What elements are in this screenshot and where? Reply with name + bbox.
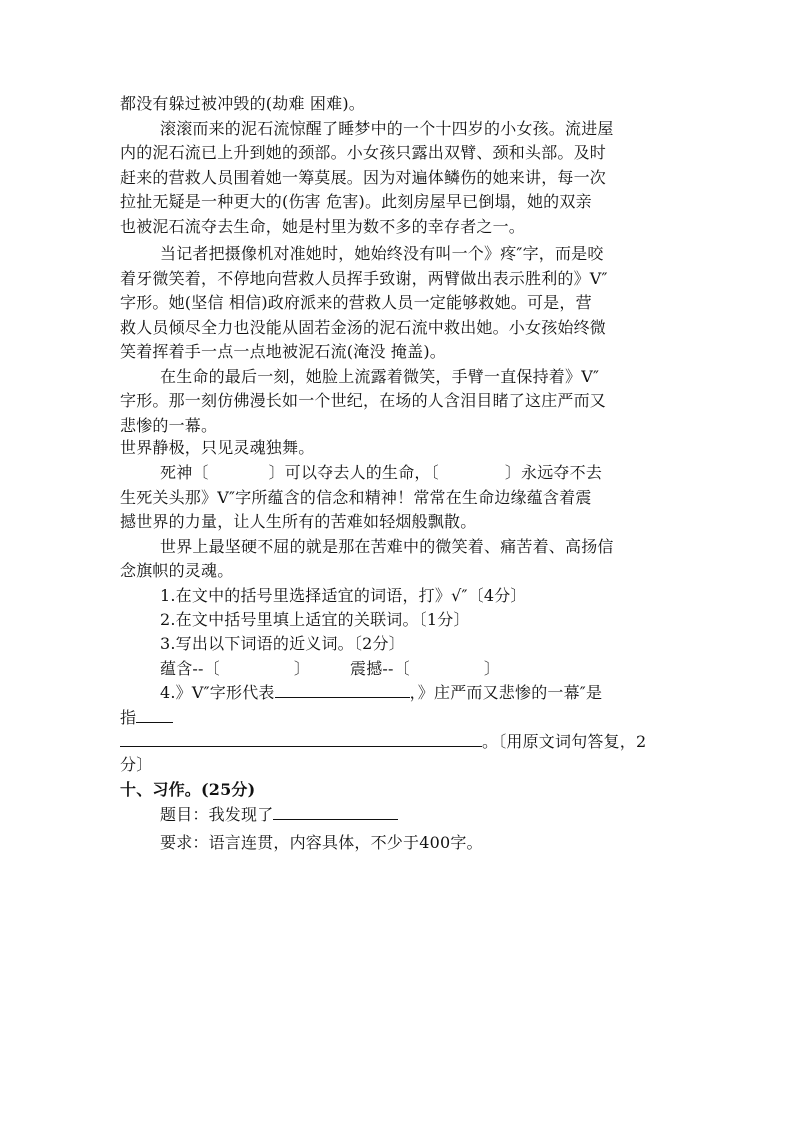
answer-blank[interactable] bbox=[120, 730, 482, 747]
section-heading: 十、习作。(25分) bbox=[120, 780, 256, 799]
answer-blank[interactable] bbox=[275, 681, 410, 698]
question-2: 2.在文中括号里填上适宜的关联词。〔1分〕 bbox=[160, 610, 470, 629]
passage-line: 世界静极，只见灵魂独舞。 bbox=[120, 438, 315, 457]
passage-line: 当记者把摄像机对准她时，她始终没有叫一个》疼″字，而是咬 bbox=[160, 244, 604, 263]
fill-blank-line bbox=[160, 461, 602, 485]
synonym-prompt: 蕴含--〔 bbox=[160, 659, 220, 678]
answer-blank[interactable] bbox=[273, 803, 398, 820]
question-4-cont bbox=[120, 706, 173, 730]
composition-topic bbox=[160, 803, 398, 827]
passage-line: 滚滚而来的泥石流惊醒了睡梦中的一个十四岁的小女孩。流进屋 bbox=[160, 119, 614, 138]
composition-requirement: 要求：语言连贯，内容具体，不少于400字。 bbox=[160, 833, 483, 852]
passage-line: 悲惨的一幕。 bbox=[120, 416, 218, 435]
bracket-close: 〕 bbox=[293, 659, 311, 678]
question-3: 3.写出以下词语的近义词。〔2分〕 bbox=[160, 634, 405, 653]
question-4-cont bbox=[120, 730, 646, 754]
question-4-cont: 分〕 bbox=[120, 755, 153, 774]
question-text: 指 bbox=[120, 708, 137, 727]
passage-line: 救人员倾尽全力也没能从固若金汤的泥石流中救出她。小女孩始终微 bbox=[120, 318, 607, 337]
question-text: 。〔用原文词句答复，2 bbox=[482, 732, 647, 751]
question-3-answers bbox=[160, 657, 500, 681]
question-4 bbox=[160, 681, 602, 705]
passage-line: 生死关头那》V″字所蕴含的信念和精神！常常在生命边缘蕴含着震 bbox=[120, 488, 592, 507]
passage-line: 在生命的最后一刻，她脸上流露着微笑，手臂一直保持着》V″ bbox=[160, 367, 600, 386]
passage-line: 念旗帜的灵魂。 bbox=[120, 561, 234, 580]
question-text: ，》庄严而又悲惨的一幕″是 bbox=[409, 683, 603, 702]
passage-line: 世界上最坚硬不屈的就是那在苦难中的微笑着、痛苦着、高扬信 bbox=[160, 537, 614, 556]
passage-line: 字形。那一刻仿佛漫长如一个世纪，在场的人含泪目睹了这庄严而又 bbox=[120, 391, 607, 410]
passage-line: 撼世界的力量，让人生所有的苦难如轻烟般飘散。 bbox=[120, 512, 477, 531]
question-text: 4.》V″字形代表 bbox=[160, 683, 275, 702]
passage-line: 也被泥石流夺去生命，她是村里为数不多的幸存者之一。 bbox=[120, 217, 526, 236]
passage-line: 拉扯无疑是一种更大的(伤害 危害)。此刻房屋早已倒塌，她的双亲 bbox=[120, 192, 592, 211]
passage-line: 赶来的营救人员围着她一筹莫展。因为对遍体鳞伤的她来讲，每一次 bbox=[120, 168, 607, 187]
passage-text: 〕永远夺不去 bbox=[504, 463, 603, 482]
topic-text: 题目：我发现了 bbox=[160, 805, 274, 824]
passage-text: 死神〔 bbox=[160, 463, 209, 482]
passage-text: 〕可以夺去人的生命，〔 bbox=[268, 463, 439, 482]
passage-line: 笑着挥着手一点一点地被泥石流(淹没 掩盖)。 bbox=[120, 342, 446, 361]
answer-blank[interactable] bbox=[136, 706, 173, 723]
question-1: 1.在文中的括号里选择适宜的词语，打》√″〔4分〕 bbox=[160, 586, 527, 605]
synonym-prompt: 震撼--〔 bbox=[350, 659, 410, 678]
bracket-close: 〕 bbox=[483, 659, 501, 678]
passage-line: 内的泥石流已上升到她的颈部。小女孩只露出双臂、颈和头部。及时 bbox=[120, 143, 607, 162]
passage-line: 都没有躲过被冲毁的(劫难 困难)。 bbox=[120, 94, 365, 113]
passage-line: 字形。她(坚信 相信)政府派来的营救人员一定能够救她。可是，营 bbox=[120, 293, 592, 312]
passage-line: 着牙微笑着，不停地向营救人员挥手致谢，两臂做出表示胜利的》V″ bbox=[120, 269, 608, 288]
